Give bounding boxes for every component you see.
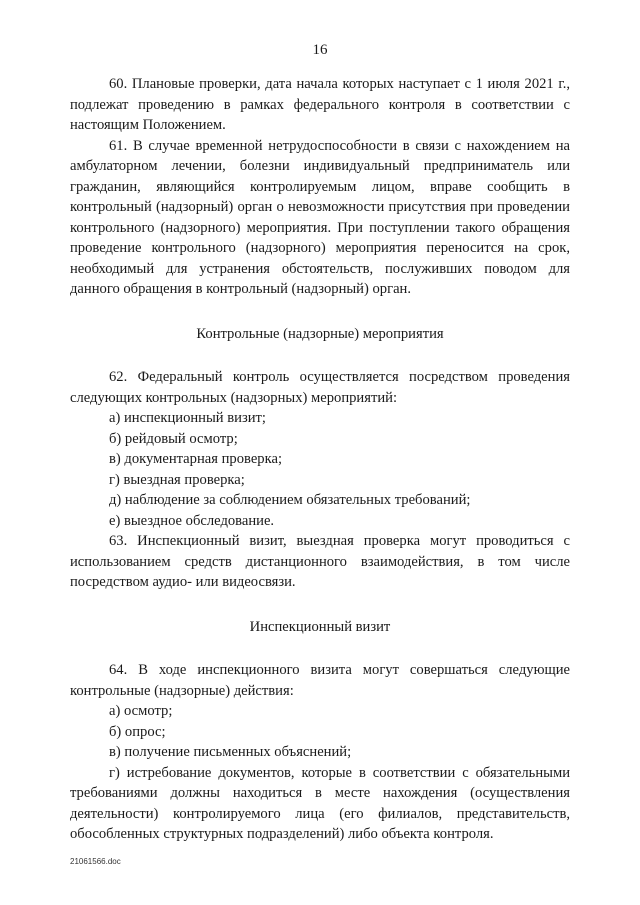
paragraph-63: 63. Инспекционный визит, выездная проверка могут проводиться с использованием средств дистанционного взаимодействия, в том числе посредством аудио- или видеосвязи. <box>70 533 570 590</box>
document-body <box>70 74 570 845</box>
paragraph-61: 61. В случае временной нетрудоспособности в связи с нахождением на амбулаторном лечении, болезни индивидуальный предприниматель или гражданин, являющийся контролируемым лицом, вправе сообщить в контрольный (надзорный) орган о невозможности присутствия при проведении контрольного (надзорного) мероприятия. При поступлении такого обращения проведение контрольного (надзорного) мероприятия переносится на срок, необходимый для устранения обстоятельств, послуживших поводом для данного обращения в контрольный (надзорный) орган. <box>70 137 570 297</box>
list-item-64-a: а) осмотр; <box>109 703 173 719</box>
section-heading-control-measures: Контрольные (надзорные) мероприятия <box>196 325 444 342</box>
paragraph-60: 60. Плановые проверки, дата начала которых наступает с 1 июля 2021 г., подлежат проведению в рамках федерального контроля в соответствии с настоящим Положением. <box>70 76 570 133</box>
list-item-62-e: е) выездное обследование. <box>109 512 275 529</box>
list-item-62-d: д) наблюдение за соблюдением обязательных требований; <box>109 492 471 508</box>
list-item-62-a: а) инспекционный визит; <box>109 410 266 426</box>
list-item-64-v: в) получение письменных объяснений; <box>109 744 352 760</box>
section-heading-inspection-visit: Инспекционный визит <box>249 618 391 635</box>
list-item-62-v: в) документарная проверка; <box>109 451 282 467</box>
paragraph-64: 64. В ходе инспекционного визита могут совершаться следующие контрольные (надзорные) действия: <box>70 662 570 699</box>
list-item-64-b: б) опрос; <box>109 723 166 740</box>
paragraph-62: 62. Федеральный контроль осуществляется посредством проведения следующих контрольных (надзорных) мероприятий: <box>70 369 570 406</box>
file-name-footer: 21061566.doc <box>70 857 121 866</box>
list-item-64-g: г) истребование документов, которые в соответствии с обязательными требованиями должны находиться в месте нахождения (осуществления деятельности) контролируемого лица (его филиалов, представительств, обособленных структурных подразделений) либо объекта контроля. <box>70 764 570 842</box>
page-number: 16 <box>312 42 328 58</box>
list-item-62-g: г) выездная проверка; <box>109 471 245 488</box>
list-item-62-b: б) рейдовый осмотр; <box>109 430 238 447</box>
